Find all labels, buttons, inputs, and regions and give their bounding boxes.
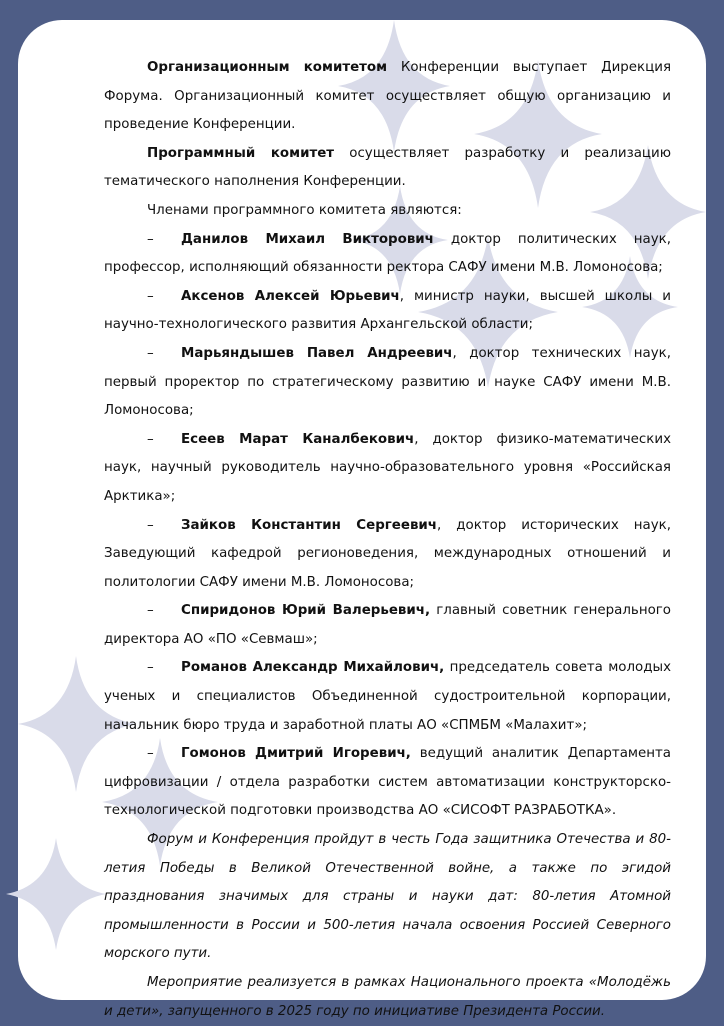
list-item xyxy=(104,226,671,283)
list-item xyxy=(104,426,671,512)
member-description: председатель совета молодых ученых и специалистов Объединенной судостроительной корпорации, начальник бюро труда и заработной платы АО «СПМБМ «Малахит»; xyxy=(104,660,671,733)
dash-marker: – xyxy=(147,431,154,447)
list-item xyxy=(104,597,671,654)
org-committee-term: Организационным комитетом xyxy=(147,60,388,75)
dash-marker: – xyxy=(147,660,154,676)
national-project-paragraph: Мероприятие реализуется в рамках Национального проекта «Молодёжь и дети», запущенного в 2025 году по инициативе Президента России. xyxy=(104,975,671,1019)
member-name: Спиридонов Юрий Валерьевич, xyxy=(181,603,431,619)
dash-marker: – xyxy=(147,345,154,361)
list-item xyxy=(104,654,671,740)
member-description: , доктор исторических наук, Заведующий кафедрой регионоведения, международных отношений и политологии САФУ имени М.В. Ломоносова; xyxy=(104,517,672,590)
dash-marker: – xyxy=(147,517,154,533)
dash-marker: – xyxy=(147,288,154,304)
member-description: ведущий аналитик Департамента цифровизации / отдела разработки систем автоматизации конструкторско-технологической подготовки производства АО «СИСОФТ РАЗРАБОТКА». xyxy=(104,746,672,819)
member-name: Данилов Михаил Викторович xyxy=(181,231,434,247)
member-name: Гомонов Дмитрий Игоревич, xyxy=(181,746,411,762)
org-committee-paragraph xyxy=(104,54,671,140)
list-item xyxy=(104,283,671,340)
list-item xyxy=(104,512,671,598)
list-item xyxy=(104,740,671,826)
member-description: , министр науки, высшей школы и научно-технологического развития Архангельской области; xyxy=(104,288,671,333)
forum-dedication-paragraph: Форум и Конференция пройдут в честь Года защитника Отечества и 80-летия Победы в Великой Отечественной войне, а также по эгидой празднования значимых для страны и науки дат: 80-летия Атомной промышленности в России и 500-летия начала освоения Россией Северного морского пути. xyxy=(104,832,671,962)
member-description: главный советник генерального директора АО «ПО «Севмаш»; xyxy=(104,603,671,647)
document-body xyxy=(104,54,671,1026)
list-item xyxy=(104,340,671,426)
dash-marker: – xyxy=(147,746,154,762)
prog-committee-term: Программный комитет xyxy=(147,145,335,161)
member-name: Романов Александр Михайлович, xyxy=(181,660,445,676)
member-name: Марьяндышев Павел Андреевич xyxy=(181,345,453,361)
members-intro: Членами программного комитета являются: xyxy=(147,202,462,218)
sparkle-star-icon xyxy=(6,838,106,950)
member-name: Аксенов Алексей Юрьевич xyxy=(181,288,400,304)
member-name: Зайков Константин Сергеевич xyxy=(181,517,437,533)
member-name: Есеев Марат Каналбекович xyxy=(181,431,415,447)
org-committee-text: Конференции выступает Дирекция Форума. Организационный комитет осуществляет общую организацию и проведение Конференции. xyxy=(104,60,671,133)
dash-marker: – xyxy=(147,603,154,619)
prog-committee-text: осуществляет разработку и реализацию тематического наполнения Конференции. xyxy=(104,145,671,190)
member-description: доктор политических наук, профессор, исполняющий обязанности ректора САФУ имени М.В. Ломоносова; xyxy=(104,231,671,276)
member-description: , доктор технических наук, первый проректор по стратегическому развитию и науке САФУ имени М.В. Ломоносова; xyxy=(104,345,671,419)
document-sheet xyxy=(18,20,706,1019)
prog-committee-paragraph xyxy=(104,140,671,197)
member-description: , доктор физико-математических наук, научный руководитель научно-образовательного уровня «Российская Арктика»; xyxy=(104,431,671,504)
dash-marker: – xyxy=(147,231,154,247)
